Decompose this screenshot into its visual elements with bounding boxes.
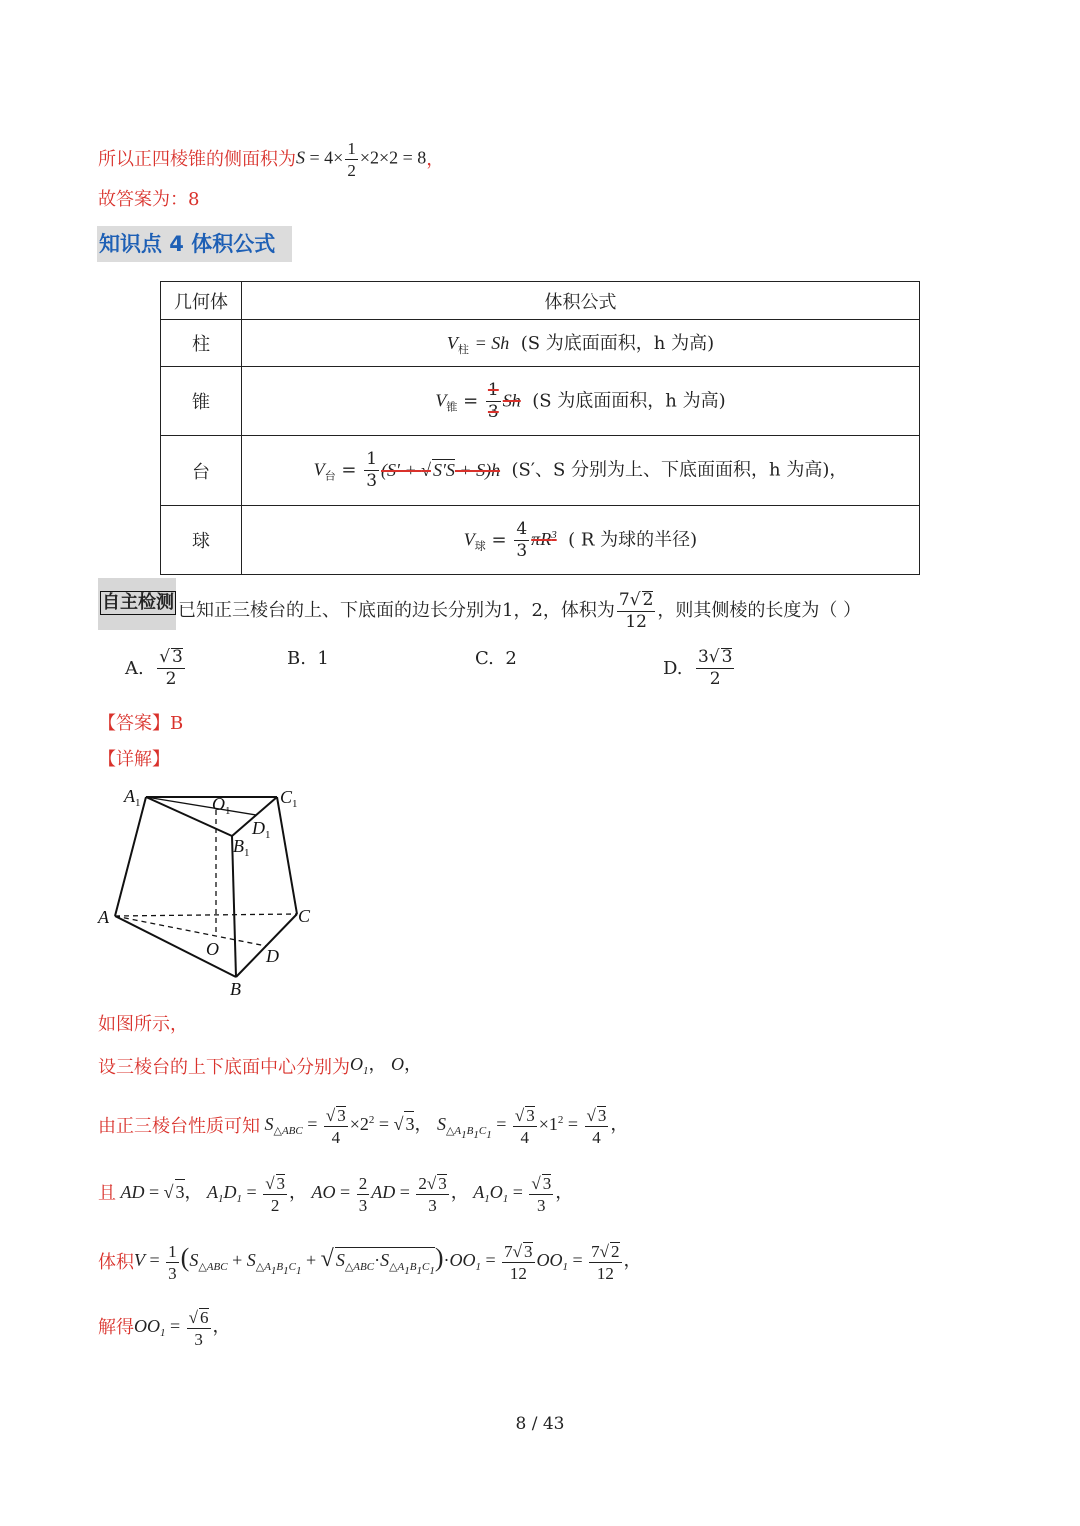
shape-cell: 锥 xyxy=(161,367,242,436)
solution-text: 且 xyxy=(98,1183,116,1204)
lateral-area-formula: S = 4× $\frac{1}{2}$ ×2×2 = 8 xyxy=(296,139,427,180)
lateral-area-line: 所以正四棱锥的侧面积为 S = 4× $\frac{1}{2}$ ×2×2 = 8 ， xyxy=(98,139,445,180)
formula-cell: $V_球$ = $\frac{4}{3}$ $\pi R^3$ ( R 为球的半径) xyxy=(242,506,920,575)
section-title: 知识点 4 体积公式 xyxy=(97,226,292,262)
self-check-label: 自主检测 xyxy=(102,592,174,613)
self-check-badge xyxy=(98,578,176,630)
option-value: 2 xyxy=(505,648,517,669)
table-row xyxy=(161,320,920,367)
label-o1: $O_1$ xyxy=(212,794,231,817)
solution-text: 体积 xyxy=(98,1251,134,1273)
edge-c1c xyxy=(277,797,297,914)
option-label: A. xyxy=(125,657,144,679)
formula-cell: $V_柱 = Sh$ (S 为底面面积，h 为高) xyxy=(242,320,920,367)
solution-math: AD = √ 3， $A_1D_1$ = $\frac{√ 3}{2}$ ， AO = $\frac{2}{3}$ AD = $\frac{2√ 3}{3}$ ， $A_1O_1$ = $\frac{√ 3}{3}$ ， xyxy=(116,1173,574,1215)
problem-text: 已知正三棱台的上、下底面的边长分别为1，2，体积为 xyxy=(178,600,615,621)
answer-line: 故答案为：8 xyxy=(98,189,200,210)
answer-label: 【答案】B xyxy=(98,713,184,734)
table-row xyxy=(161,436,920,506)
table-header-row xyxy=(161,282,920,320)
shape-cell: 台 xyxy=(161,436,242,506)
table-header-formula: 体积公式 xyxy=(242,282,920,320)
formula-cell: $V_台$ = $\frac{1}{3}$ (S′ + √ S′S + S)h (S′、S 分别为上、下底面面积，h 为高)， xyxy=(242,436,920,506)
solution-math: $O_1$， O， xyxy=(350,1054,422,1077)
label-o: O xyxy=(206,939,219,959)
solution-math: $OO_1$ = $\frac{√ 6}{3}$ ， xyxy=(134,1308,231,1349)
solution-line-6 xyxy=(98,1308,231,1348)
label-b1: $B_1$ xyxy=(233,836,250,859)
lateral-area-prefix: 所以正四棱锥的侧面积为 xyxy=(98,148,296,170)
formula-note: (S 为底面面积，h 为高) xyxy=(532,390,726,411)
volume-formula-table xyxy=(160,281,920,575)
solution-math: V = $\frac{1}{3}$ ($S_{\triangle ABC} + S_{\triangle A_1B_1C_1}$ + √ $S_{\triangle ABC}\cdot S_{\triangle A_1B_1C_1})\cdot OO_1$ = $\frac{7√ 3}{12}$ $OO_1$ = $\frac{7√ 2}{12}$ ， xyxy=(134,1241,642,1283)
label-d1: $D_1$ xyxy=(252,818,271,841)
solution-line-3 xyxy=(98,1106,628,1147)
solution-line-4 xyxy=(98,1174,573,1214)
solution-text: 设三棱台的上下底面中心分别为 xyxy=(98,1056,350,1078)
edge-a1a xyxy=(115,797,146,916)
option-b[interactable] xyxy=(287,648,329,669)
problem-statement: 已知正三棱台的上、下底面的边长分别为1，2，体积为 $\frac{7√ 2}{12}$ ，则其侧棱的长度为（ ） xyxy=(178,590,862,632)
table-row xyxy=(161,367,920,436)
formula-note: ( R 为球的半径) xyxy=(568,529,698,550)
label-a1: $A_1$ xyxy=(124,786,141,809)
solution-text: 解得 xyxy=(98,1317,134,1338)
label-c: C xyxy=(298,906,311,926)
shape-cell: 球 xyxy=(161,506,242,575)
solution-line-1: 如图所示， xyxy=(98,1014,188,1035)
detail-label: 【详解】 xyxy=(98,749,170,770)
option-label: C. xyxy=(475,648,494,669)
formula-note: (S′、S 分别为上、下底面面积，h 为高)， xyxy=(511,459,848,481)
option-c[interactable] xyxy=(475,648,517,669)
solution-text: 由正三棱台性质可知 xyxy=(98,1115,260,1137)
label-c1: $C_1$ xyxy=(280,787,298,810)
formula-note: (S 为底面面积，h 为高) xyxy=(520,333,715,354)
shape-cell: 柱 xyxy=(161,320,242,367)
option-value: 1 xyxy=(317,648,329,669)
problem-tail: ，则其侧棱的长度为（ ） xyxy=(657,600,862,621)
label-d: D xyxy=(266,946,279,966)
option-a[interactable]: A. $\frac{√ 3}{2}$ xyxy=(125,647,183,689)
label-a: A xyxy=(98,907,109,927)
table-header-shape: 几何体 xyxy=(161,282,242,320)
solution-line-2 xyxy=(98,1052,422,1083)
label-b: B xyxy=(230,979,241,999)
formula-cell: $V_锥$ = $\frac{1}{3}$ Sh (S 为底面面积，h 为高) xyxy=(242,367,920,436)
option-label: D. xyxy=(663,657,683,679)
solution-math: $S_{\triangle ABC}$ = $\frac{√ 3}{4}$ $\times 2^2$ = √ 3， $S_{\triangle A_1B_1C_1}$ = $\frac{√ 3}{4}$ $\times 1^2$ = $\frac{√ 3}{4}$ ， xyxy=(260,1106,629,1147)
option-label: B. xyxy=(287,648,306,669)
page-number: 8 / 43 xyxy=(515,1414,565,1434)
edge-ac-hidden xyxy=(115,914,297,916)
segment-a1d1 xyxy=(146,797,256,815)
solution-line-5 xyxy=(98,1242,642,1283)
option-d[interactable]: D. $\frac{3√ 3}{2}$ xyxy=(663,647,733,689)
segment-ad xyxy=(115,916,266,946)
frustum-figure xyxy=(96,780,326,1002)
table-row xyxy=(161,506,920,575)
edge-b1b xyxy=(232,836,236,977)
